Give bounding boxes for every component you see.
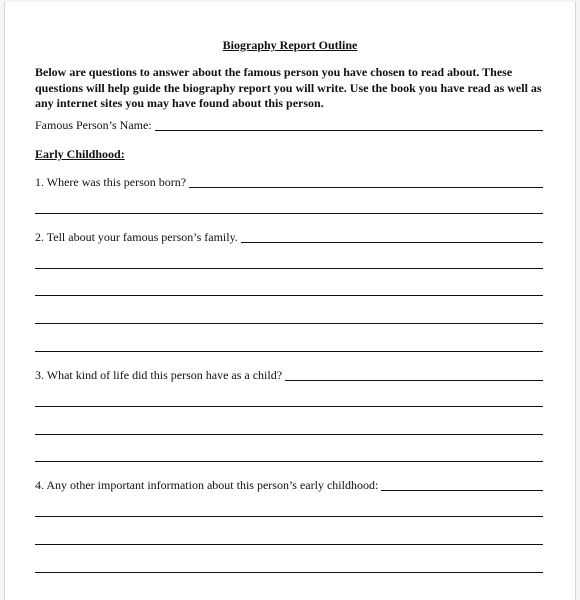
question-row-2[interactable] [35, 229, 543, 245]
question-row-3[interactable] [35, 367, 543, 383]
answer-line[interactable] [35, 406, 543, 407]
question-label-1: 1. Where was this person born? [35, 175, 187, 189]
question-row-4[interactable] [35, 477, 543, 493]
section-heading-early-childhood: Early Childhood: [35, 147, 125, 161]
document-page [4, 2, 576, 600]
name-blank-line[interactable] [155, 118, 543, 131]
question-label-2: 2. Tell about your famous person’s family. [35, 230, 238, 244]
answer-blank-line[interactable] [189, 175, 543, 188]
answer-line[interactable] [35, 295, 543, 296]
answer-blank-line[interactable] [285, 368, 543, 381]
question-row-1[interactable] [35, 174, 543, 190]
name-field-row[interactable] [35, 117, 543, 133]
intro-paragraph: Below are questions to answer about the famous person you have chosen to read about. These questions will help guide the biography report you will write. Use the book you have read as well as any internet sites you may have found about this person. [35, 65, 542, 110]
answer-blank-line[interactable] [241, 230, 543, 243]
question-label-3: 3. What kind of life did this person have as a child? [35, 368, 283, 382]
answer-line[interactable] [35, 351, 543, 352]
answer-line[interactable] [35, 434, 543, 435]
name-label: Famous Person’s Name: [35, 118, 152, 132]
answer-line[interactable] [35, 268, 543, 269]
answer-line[interactable] [35, 572, 543, 573]
answer-line[interactable] [35, 544, 543, 545]
document-title: Biography Report Outline [222, 38, 358, 52]
answer-line[interactable] [35, 461, 543, 462]
answer-blank-line[interactable] [381, 478, 543, 491]
question-label-4: 4. Any other important information about this person’s early childhood: [35, 478, 379, 492]
answer-line[interactable] [35, 516, 543, 517]
answer-line[interactable] [35, 323, 543, 324]
answer-line[interactable] [35, 213, 543, 214]
